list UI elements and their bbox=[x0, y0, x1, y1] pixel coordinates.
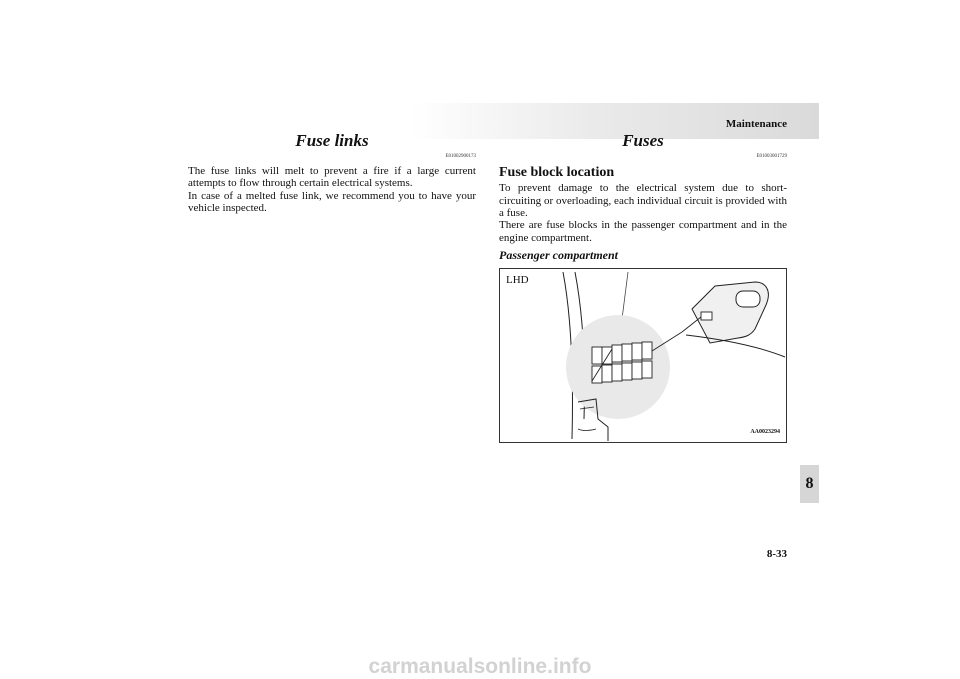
fuse-block-illustration bbox=[499, 268, 787, 443]
page-number: 8-33 bbox=[766, 548, 787, 560]
left-column bbox=[188, 131, 476, 215]
section-title-fuses: Fuses bbox=[622, 131, 664, 150]
subheading-fuse-block-location: Fuse block location bbox=[499, 164, 615, 180]
fuse-block-drawing bbox=[500, 269, 786, 442]
paragraph: In case of a melted fuse link, we recommend you to have your vehicle inspected. bbox=[188, 189, 476, 215]
running-header: Maintenance bbox=[725, 118, 787, 130]
paragraph: The fuse links will melt to prevent a fire if a large current attempts to flow through certain electrical systems. bbox=[188, 164, 476, 190]
figure-label: LHD bbox=[506, 273, 529, 286]
section-title-fuse-links: Fuse links bbox=[295, 131, 369, 150]
figure-code: AA0023294 bbox=[750, 429, 780, 436]
subheading-passenger-compartment: Passenger compartment bbox=[499, 248, 618, 263]
watermark: carmanualsonline.info bbox=[368, 655, 592, 678]
paragraph: There are fuse blocks in the passenger compartment and in the engine compartment. bbox=[499, 219, 787, 244]
chapter-tab: 8 bbox=[800, 465, 819, 503]
section-code: E01002900173 bbox=[445, 154, 476, 160]
right-column bbox=[499, 131, 787, 443]
paragraph: To prevent damage to the electrical system due to short-circuiting or overloading, each individual circuit is provided with a fuse. bbox=[499, 182, 787, 220]
section-code: E01003001729 bbox=[756, 154, 787, 160]
